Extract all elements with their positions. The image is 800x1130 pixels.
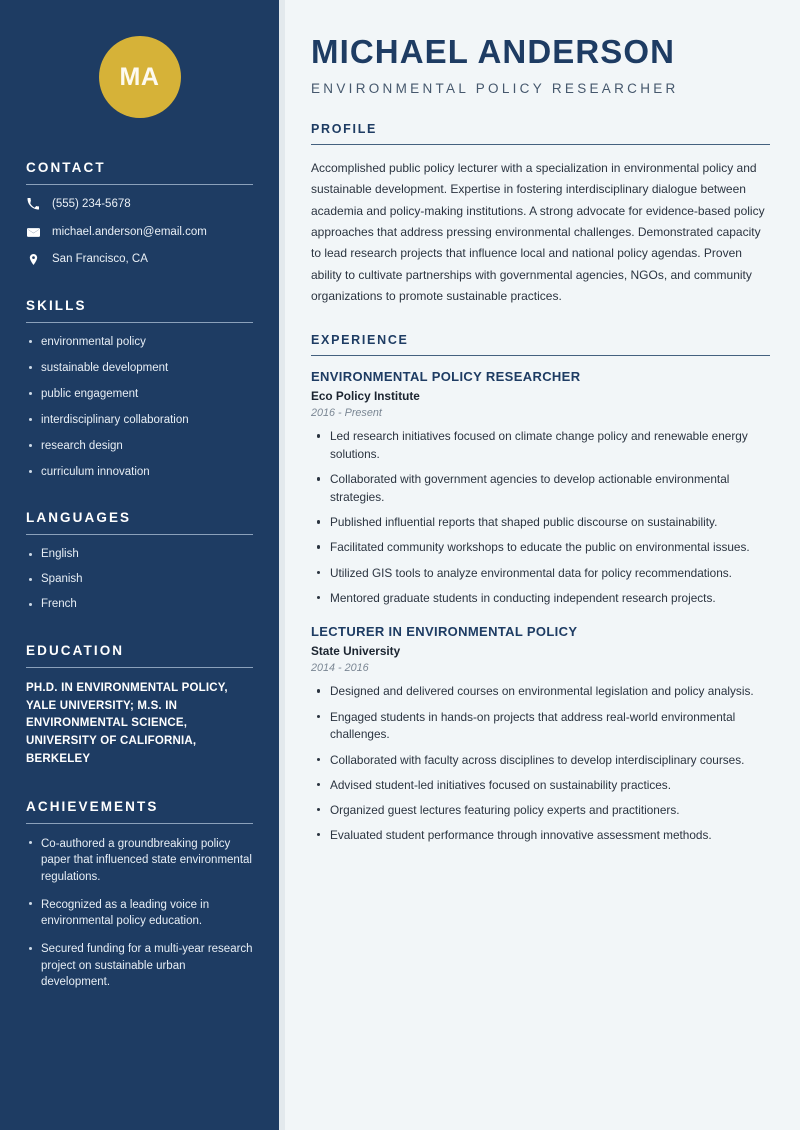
sidebar [0,0,279,1130]
education-text: PH.D. IN ENVIRONMENTAL POLICY, YALE UNIVERSITY; M.S. IN ENVIRONMENTAL SCIENCE, UNIVERSITY OF CALIFORNIA, BERKELEY [26,681,228,765]
list-item: environmental policy [26,335,253,351]
achievements-heading: ACHIEVEMENTS [26,798,159,814]
main-content [285,0,800,1130]
languages-section [26,510,253,613]
list-item: Recognized as a leading voice in environmental policy education. [26,897,253,930]
list-item: Spanish [26,572,253,588]
list-item: Facilitated community workshops to educate the public on environmental issues. [311,539,770,557]
list-item: Designed and delivered courses on environmental legislation and policy analysis. [311,683,770,701]
map-pin-icon [26,252,40,266]
contact-phone-value: (555) 234-5678 [52,198,131,210]
job-company: State University [311,644,401,659]
list-item: interdisciplinary collaboration [26,413,253,429]
list-item: Led research initiatives focused on climate change policy and renewable energy solutions. [311,428,770,463]
list-item: French [26,597,253,613]
education-section [26,643,253,769]
phone-icon [26,197,40,210]
profile-divider [311,144,770,145]
contact-location-value: San Francisco, CA [52,253,148,266]
list-item: Utilized GIS tools to analyze environmental data for policy recommendations. [311,565,770,583]
list-item: Collaborated with government agencies to develop actionable environmental strategies. [311,471,770,506]
contact-location-row[interactable] [26,252,253,268]
list-item: Mentored graduate students in conducting independent research projects. [311,590,770,608]
experience-heading: EXPERIENCE [311,333,409,348]
list-item: Engaged students in hands-on projects that address real-world environmental challenges. [311,709,770,744]
experience-entry [311,369,770,607]
achievements-section [26,799,253,991]
contact-section [26,160,253,268]
list-item: Organized guest lectures featuring policy experts and practitioners. [311,802,770,820]
contact-heading: CONTACT [26,160,106,175]
page-title: MICHAEL ANDERSON [311,33,676,70]
job-company: Eco Policy Institute [311,389,420,404]
job-subtitle: ENVIRONMENTAL POLICY RESEARCHER [311,80,679,96]
list-item: Secured funding for a multi-year research project on sustainable urban development. [26,941,253,991]
avatar: MA [99,36,181,118]
skills-list [26,335,253,481]
job-dates: 2016 - Present [311,407,382,420]
job-bullets [311,683,770,844]
list-item: research design [26,439,253,455]
skills-divider [26,322,253,323]
experience-divider [311,355,770,356]
list-item: curriculum innovation [26,465,253,481]
list-item: Co-authored a groundbreaking policy paper that influenced state environmental regulations. [26,836,253,886]
experience-section [311,333,770,844]
contact-email-value: michael.anderson@email.com [52,225,207,238]
languages-heading: LANGUAGES [26,510,132,526]
achievements-divider [26,823,253,824]
list-item: Published influential reports that shaped public discourse on sustainability. [311,514,770,532]
contact-email-row[interactable] [26,225,253,241]
education-divider [26,667,253,668]
education-heading: EDUCATION [26,642,125,658]
languages-divider [26,534,253,535]
skills-heading: SKILLS [26,297,87,313]
languages-list [26,547,253,613]
profile-text: Accomplished public policy lecturer with a specialization in environmental policy and sustainable development. Expertise in fostering interdisciplinary dialogue between academia and policy-making institutions. A strong advocate for evidence-based policy approaches that address pressing environmental challenges. Demonstrated capacity to lead research projects that influence local and national policy agendas. Proven ability to cultivate partnerships with governmental agencies, NGOs, and community organizations to promote sustainable practices. [311,160,765,304]
list-item: sustainable development [26,361,253,377]
profile-section [311,122,770,308]
job-bullets [311,428,770,607]
job-title: LECTURER IN ENVIRONMENTAL POLICY [311,624,578,640]
list-item: Collaborated with faculty across disciplines to develop interdisciplinary courses. [311,752,770,770]
list-item: Advised student-led initiatives focused on sustainability practices. [311,777,770,795]
profile-heading: PROFILE [311,121,378,136]
list-item: public engagement [26,387,253,403]
job-title: ENVIRONMENTAL POLICY RESEARCHER [311,369,581,385]
contact-divider [26,184,253,185]
envelope-icon [26,225,40,239]
job-dates: 2014 - 2016 [311,662,369,675]
skills-section [26,298,253,481]
achievements-list [26,836,253,991]
avatar-wrap [26,36,253,118]
contact-phone-row[interactable] [26,197,253,213]
list-item: English [26,547,253,563]
list-item: Evaluated student performance through innovative assessment methods. [311,827,770,845]
experience-entry [311,624,770,844]
